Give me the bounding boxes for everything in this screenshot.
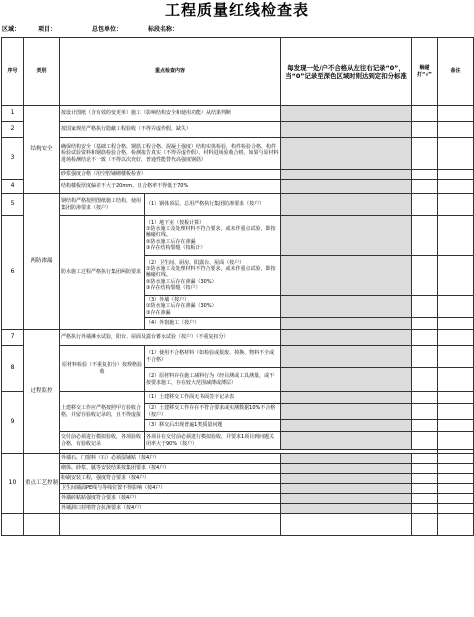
record-grid <box>281 330 412 346</box>
record-grid <box>281 296 412 318</box>
remark-cell <box>438 392 474 404</box>
seq-header: 序号 <box>2 38 24 106</box>
record-grid <box>281 454 412 464</box>
trigger-cell <box>412 464 438 474</box>
row-number: 5 <box>2 194 24 216</box>
trigger-cell <box>412 296 438 318</box>
record-grid <box>281 256 412 296</box>
table-row <box>2 122 474 138</box>
table-row <box>2 330 474 346</box>
trigger-cell <box>412 170 438 180</box>
trigger-cell <box>412 484 438 494</box>
trigger-cell <box>412 122 438 138</box>
table-row <box>2 454 474 464</box>
check-item: 粉刷安装工程，强度符合要求（按4户） <box>60 474 281 484</box>
check-subitem: （1）地下室（按板计算） ①防水施工及处理材料不符合要求，或未作重点试验，即按触碰红线。 ②防水施工后存在渗漏 ③存在结构裂缝（按板计） <box>145 216 281 256</box>
check-subitem: （3）移交后出现普遍1类质量问题 <box>145 420 281 432</box>
row-number: 3 <box>2 138 24 180</box>
record-grid <box>281 122 412 138</box>
trigger-cell <box>412 318 438 330</box>
check-item: 结构楼板厚度偏差不大于20mm、且合格率不得低于70% <box>60 180 281 194</box>
category-cell: 结构安全 <box>24 106 60 194</box>
check-subitem: （4）外窗施工（按户） <box>145 318 281 330</box>
remark-cell <box>438 494 474 504</box>
check-subitem: （1）使用不合格材料（如检验或报废、掉换、物料不全或不合格） <box>145 346 281 368</box>
remark-cell <box>438 420 474 432</box>
trigger-cell <box>412 194 438 216</box>
record-grid <box>281 138 412 170</box>
trigger-cell <box>412 404 438 420</box>
record-grid <box>281 216 412 256</box>
table-row <box>2 474 474 484</box>
record-header: 每发现一处/户不合格从左往右记录“0”，当“0”记录至深色区域时则达到定扣分标准 <box>281 38 412 106</box>
record-grid <box>281 392 412 404</box>
record-grid <box>281 504 412 514</box>
table-header-row <box>2 38 474 106</box>
remark-cell <box>438 194 474 216</box>
table-row <box>2 194 474 216</box>
header-meta <box>2 22 472 33</box>
check-subitem: （2）土建移交工作存在不符合要求或实测数据10%不合格（按户） <box>145 404 281 420</box>
check-item: 按国家规范严格执行隐蔽工程验收（不得弄虚作假，缺失） <box>60 122 281 138</box>
remark-cell <box>438 216 474 256</box>
remark-cell <box>438 296 474 318</box>
remark-cell <box>438 346 474 368</box>
trigger-cell <box>412 420 438 432</box>
table-row <box>2 484 474 494</box>
trigger-cell <box>412 392 438 404</box>
trigger-cell <box>412 474 438 484</box>
check-item: 防水施工过程严格执行集团两防要求 <box>60 216 145 330</box>
remark-cell <box>438 180 474 194</box>
check-item: 严格执行外墙淋水试验，阳台、屋面及露台蓄水试验（按户）（不重复扣分） <box>60 330 281 346</box>
trigger-cell <box>412 138 438 170</box>
remark-cell <box>438 170 474 180</box>
check-subitem: 各项目在交付前必须进行模拟验收，并要求1项目到问题关闭率大于90%（按户） <box>145 432 281 450</box>
remark-cell <box>438 432 474 450</box>
row-number: 9 <box>2 392 24 454</box>
record-grid <box>281 464 412 474</box>
remark-cell <box>438 122 474 138</box>
row-number: 6 <box>2 216 24 330</box>
remark-cell <box>438 106 474 122</box>
remark-header: 备注 <box>438 38 474 106</box>
inspection-table <box>1 37 474 536</box>
table-row <box>2 392 474 404</box>
project-label: 项目： <box>38 26 57 33</box>
category-cell: 两防渗漏 <box>24 194 60 330</box>
trigger-cell <box>412 180 438 194</box>
check-item: 砌体、砂浆、腻等安装结果按集团要求（按4户） <box>60 464 281 474</box>
record-grid <box>281 194 412 216</box>
check-item: 原材料检验（不重复扣分）按规格验收 <box>60 346 145 392</box>
table-row <box>2 138 474 170</box>
table-row <box>2 346 474 368</box>
trigger-cell <box>412 432 438 450</box>
section-label: 标段名称： <box>148 26 179 33</box>
check-subitem: （1）钢体顶层、总用严格执行集团防渗要求（按户） <box>145 194 281 216</box>
remark-cell <box>438 256 474 296</box>
trigger-cell <box>412 256 438 296</box>
remark-cell <box>438 504 474 514</box>
check-subitem: （2）卫生间、厨房、阳露台、屋面（按户） ①防水施工及处理材料不符合要求，或未作重点试验，即按触碰红线。 ②防水施工后存在渗漏（30%） ③存在结构裂缝（按户） <box>145 256 281 296</box>
remark-cell <box>438 330 474 346</box>
trigger-cell <box>412 216 438 256</box>
record-grid <box>281 474 412 484</box>
check-item: 外墙洞口封堵符合抗渗要求（按4户） <box>60 504 281 514</box>
remark-cell <box>438 404 474 420</box>
table-row <box>2 432 474 450</box>
row-number: 2 <box>2 122 24 138</box>
remark-cell <box>438 474 474 484</box>
check-item: 砂浆强度合格（用空腔铺砌楼板检查） <box>60 170 281 180</box>
table-row <box>2 464 474 474</box>
table-row <box>2 180 474 194</box>
trigger-cell <box>412 346 438 368</box>
record-grid <box>281 368 412 392</box>
check-item: 确保结构安全（基础工程合格、钢筋工程合格、混凝土强度）结构实体检验，构件检验合格、构件检验试验资料和钢筋检验合格，检测报告真实（不得弄虚作假）、材料进场验收合格，如果与原材料进场检测结论不一致（不得以次充好，普通性能替代高强度钢筋） <box>60 138 281 170</box>
area-label: 区域： <box>2 26 21 33</box>
row-number: 1 <box>2 106 24 122</box>
check-item: 卫生间墙面PE线与等线位置不得影响（按4户） <box>60 484 281 494</box>
contractor-label: 总包单位： <box>92 26 123 33</box>
check-item: 按设计图纸（含有效的变更单）施工（影响结构安全和使用功能）从结果判断 <box>60 106 281 122</box>
record-grid <box>281 318 412 330</box>
record-grid <box>281 420 412 432</box>
check-subitem: （3）外墙（按户） ①防水施工后存在渗漏（30%） ③存在渗漏 <box>145 296 281 318</box>
trigger-cell <box>412 330 438 346</box>
trigger-header: 触碰打“√” <box>412 38 438 106</box>
record-grid <box>281 404 412 420</box>
record-grid <box>281 484 412 494</box>
table-row <box>2 494 474 504</box>
remark-cell <box>438 368 474 392</box>
check-subitem: （2）原材料存在施工减料行为（经目测或工具测量，或不按要求施工，存在较大范围减薄或薄层） <box>145 368 281 392</box>
remark-cell <box>438 454 474 464</box>
row-number: 8 <box>2 346 24 392</box>
row-number: 4 <box>2 180 24 194</box>
remark-cell <box>438 484 474 494</box>
check-item: 外墙石、门窗料（石）必须湿铺贴（按4户） <box>60 454 281 464</box>
record-grid <box>281 346 412 368</box>
check-item: 钢结构严格按照图纸施工结构，使用集团防渗要求（按户） <box>60 194 145 216</box>
category-header: 类别 <box>24 38 60 106</box>
row-number: 10 <box>2 454 24 514</box>
check-item: 土建移交工作应严格按照甲方验收合格，并留存验收记录的，且不得虚报 <box>60 392 145 432</box>
record-grid <box>281 180 412 194</box>
category-cell: 过程监控 <box>24 330 60 454</box>
blank-row <box>2 514 474 536</box>
table-row <box>2 106 474 122</box>
content-header: 重点检查内容 <box>60 38 281 106</box>
check-item: 交付前必须进行模拟验收，各项验收合格，有验收记录 <box>60 432 145 450</box>
category-cell: 重点工艺控制 <box>24 454 60 514</box>
table-row <box>2 216 474 256</box>
trigger-cell <box>412 368 438 392</box>
record-grid <box>281 106 412 122</box>
remark-cell <box>438 464 474 474</box>
trigger-cell <box>412 454 438 464</box>
record-grid <box>281 170 412 180</box>
check-item: 外墙砖粘贴强度符合要求（按4户） <box>60 494 281 504</box>
record-grid <box>281 432 412 450</box>
table-row <box>2 504 474 514</box>
remark-cell <box>438 318 474 330</box>
table-row <box>2 170 474 180</box>
remark-cell <box>438 138 474 170</box>
page-title: 工程质量红线检查表 <box>164 1 309 19</box>
trigger-cell <box>412 106 438 122</box>
record-grid <box>281 494 412 504</box>
row-number: 7 <box>2 330 24 346</box>
trigger-cell <box>412 494 438 504</box>
check-subitem: （1）土建移交工作面无书面签字记录表 <box>145 392 281 404</box>
trigger-cell <box>412 504 438 514</box>
